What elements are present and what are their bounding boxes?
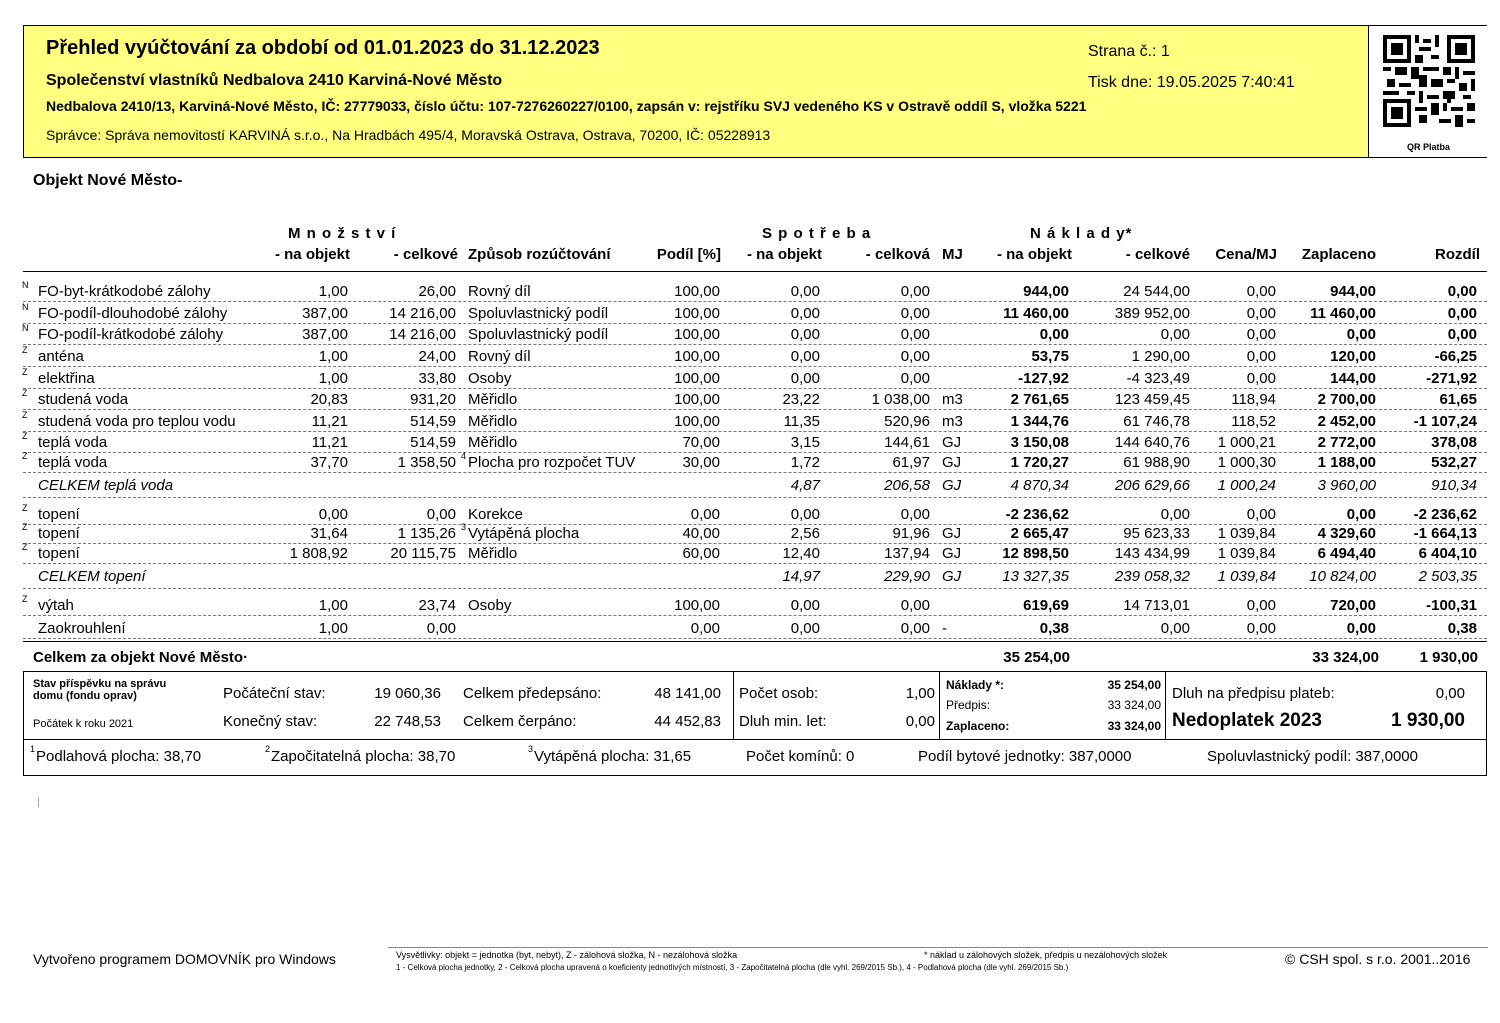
cell-cost-total: 0,00 [1160, 326, 1190, 343]
cell-share: 30,00 [682, 454, 720, 471]
prescribed-value: 48 141,00 [654, 685, 721, 702]
subtotal-paid: 10 824,00 [1309, 568, 1376, 585]
cell-cost-object: 1 720,27 [1010, 454, 1069, 471]
footer-program: Vytvořeno programem DOMOVNÍK pro Windows [33, 951, 336, 967]
summary-sep-3 [1165, 671, 1166, 739]
cell-unit: GJ [942, 434, 962, 451]
cell-method: Spoluvlastnický podíl [468, 326, 609, 343]
cell-share: 40,00 [682, 525, 720, 542]
cell-qty-total: 14 216,00 [389, 305, 456, 322]
report-title: Přehled vyúčtování za období od 01.01.2023 do 31.12.2023 [46, 37, 600, 59]
cell-cons-total: 1 038,00 [871, 391, 930, 408]
debt-payments-value: 0,00 [1435, 685, 1465, 702]
component-type-mark: N [22, 280, 29, 290]
row-separator [23, 452, 1487, 453]
cell-cost-object: 12 898,50 [1002, 545, 1069, 562]
cell-diff: 0,00 [1447, 305, 1477, 322]
cell-paid: 1 188,00 [1317, 454, 1376, 471]
address-line: Nedbalova 2410/13, Karviná-Nové Město, IČ: 27779033, číslo účtu: 107-7276260227/0100, zapsán v: rejstříku SVJ vedeného KS v Ostravě oddíl S, vložka 5221 [46, 98, 1087, 114]
cell-method: Spoluvlastnický podíl [468, 305, 609, 322]
cell-cost-total: 24 544,00 [1123, 283, 1190, 300]
drawn-label: Celkem čerpáno: [463, 713, 577, 730]
row-separator [23, 638, 1487, 639]
administrator: Správce: Správa nemovitostí KARVINÁ s.r.o., Na Hradbách 495/4, Moravská Ostrava, Ostrava, 70200, IČ: 05228913 [46, 127, 771, 143]
row-name: FO-byt-krátkodobé zálohy [38, 283, 211, 300]
cell-diff: -271,92 [1426, 370, 1477, 387]
component-type-mark: Z [22, 522, 28, 532]
cell-method: Osoby [468, 597, 512, 614]
cell-qty-total: 1 135,26 [397, 525, 456, 542]
cell-qty-total: 0,00 [426, 506, 456, 523]
col-share: Podíl [%] [656, 246, 721, 263]
cell-qty-total: 514,59 [410, 413, 456, 430]
footer-rule [388, 947, 1488, 948]
cell-share: 100,00 [674, 305, 720, 322]
row-name: FO-podíl-dlouhodobé zálohy [38, 305, 228, 322]
row-name: studená voda pro teplou vodu [38, 413, 236, 430]
underpayment-label: Nedoplatek 2023 [1172, 710, 1322, 731]
row-separator [23, 344, 1487, 345]
cell-qty-object: 1,00 [318, 370, 348, 387]
subtotal-cons-object: 4,87 [790, 477, 820, 494]
col-diff: Rozdíl [1435, 246, 1480, 263]
col-qty-object: - na objekt [274, 246, 350, 263]
cell-paid: 2 700,00 [1317, 391, 1376, 408]
cell-qty-total: 1 358,50 [397, 454, 456, 471]
component-type-mark: Z [22, 542, 28, 552]
area-note-mark: 3 [461, 522, 467, 532]
fund-label: Stav příspěvku na správu domu (fondu oprav) [33, 678, 167, 702]
header-rule [23, 271, 1487, 272]
cell-paid: 4 329,60 [1317, 525, 1376, 542]
cell-method: Měřidlo [468, 413, 518, 430]
footer-legend-1: Vysvětlivky: objekt = jednotka (byt, nebyt), Z - zálohová složka, N - nezálohová složka [396, 950, 738, 960]
cell-cost-total: 95 623,33 [1123, 525, 1190, 542]
cell-cost-total: 143 434,99 [1114, 545, 1190, 562]
subtotal-cost-object: 4 870,34 [1010, 477, 1069, 494]
cell-cons-total: 61,97 [892, 454, 930, 471]
page-number: Strana č.: 1 [1088, 43, 1170, 60]
cell-price-unit: 1 039,84 [1217, 545, 1276, 562]
cell-price-unit: 1 000,21 [1217, 434, 1276, 451]
cell-diff: -2 236,62 [1413, 506, 1477, 523]
cell-qty-object: 0,00 [318, 506, 348, 523]
cell-price-unit: 118,94 [1231, 391, 1276, 408]
cell-diff: 61,65 [1439, 391, 1477, 408]
cell-diff: -1 664,13 [1413, 525, 1477, 542]
row-separator [23, 301, 1487, 302]
cell-cons-object: 11,35 [783, 413, 820, 430]
cell-qty-total: 14 216,00 [389, 326, 456, 343]
cell-cons-object: 0,00 [790, 620, 820, 637]
cell-paid: 0,00 [1346, 506, 1376, 523]
group-separator [23, 588, 1487, 589]
col-price-unit: Cena/MJ [1215, 246, 1277, 263]
header-box [23, 25, 1487, 158]
cell-method: Vytápěná plocha [468, 525, 580, 542]
cell-price-unit: 0,00 [1246, 370, 1276, 387]
underpayment-value: 1 930,00 [1391, 710, 1465, 731]
subtotal-diff: 910,34 [1431, 477, 1477, 494]
footer-legend-star: * náklad u zálohových složek, předpis u nezálohových složek [924, 950, 1168, 960]
debt-value: 0,00 [905, 713, 935, 730]
cell-cost-object: 1 344,76 [1010, 413, 1069, 430]
cell-qty-total: 23,74 [418, 597, 456, 614]
cell-cost-object: 944,00 [1023, 283, 1069, 300]
fund-end-value: 22 748,53 [374, 713, 441, 730]
cell-qty-object: 11,21 [311, 434, 348, 451]
row-name: teplá voda [38, 454, 108, 471]
cell-share: 100,00 [674, 370, 720, 387]
paid-value: 33 324,00 [1107, 719, 1161, 733]
cell-cons-total: 144,61 [884, 434, 930, 451]
cell-diff: -1 107,24 [1413, 413, 1477, 430]
qr-payment[interactable] [1368, 26, 1488, 157]
cell-cons-total: 0,00 [900, 597, 930, 614]
cell-cons-total: 0,00 [900, 326, 930, 343]
cell-unit: GJ [942, 525, 962, 542]
cell-diff: 0,00 [1447, 326, 1477, 343]
summary-divider [23, 739, 1487, 740]
subtotal-price-unit: 1 039,84 [1217, 568, 1276, 585]
cell-unit: - [942, 620, 947, 637]
row-name: elektřina [38, 370, 95, 387]
heated-area-mark: 3 [528, 744, 534, 754]
col-cost-total: - celkové [1125, 246, 1190, 263]
cell-cost-total: -4 323,49 [1126, 370, 1190, 387]
cell-cons-object: 0,00 [790, 326, 820, 343]
component-type-mark: Z [22, 503, 28, 513]
cell-unit: GJ [942, 454, 962, 471]
cell-share: 100,00 [674, 326, 720, 343]
cell-paid: 0,00 [1346, 620, 1376, 637]
cell-cost-total: 61 988,90 [1123, 454, 1190, 471]
cell-cost-object: 2 665,47 [1010, 525, 1069, 542]
debt-label: Dluh min. let: [739, 713, 827, 730]
cell-paid: 11 460,00 [1310, 305, 1376, 322]
cell-method: Korekce [468, 506, 524, 523]
qr-code-icon [1383, 35, 1475, 127]
row-separator [23, 431, 1487, 432]
cell-method: Plocha pro rozpočet TUV [468, 454, 636, 471]
cell-unit: m3 [942, 413, 963, 430]
row-name: výtah [38, 597, 74, 614]
floor-area: Podlahová plocha: 38,70 [36, 748, 202, 765]
cell-cost-object: 53,75 [1031, 348, 1069, 365]
cell-qty-total: 514,59 [410, 434, 456, 451]
area-note-mark: 4 [461, 451, 467, 461]
stray-mark [38, 797, 39, 807]
cell-share: 100,00 [674, 348, 720, 365]
cell-qty-object: 31,64 [310, 525, 348, 542]
cell-cost-total: 0,00 [1160, 506, 1190, 523]
col-cons-object: - na objekt [746, 246, 822, 263]
cell-method: Rovný díl [468, 348, 531, 365]
grand-total-cost: 35 254,00 [1003, 649, 1070, 666]
cell-method: Měřidlo [468, 434, 518, 451]
cell-share: 0,00 [690, 506, 720, 523]
row-separator [23, 323, 1487, 324]
cell-cost-total: 144 640,76 [1114, 434, 1190, 451]
summary-sep-1 [733, 671, 734, 739]
cell-cons-object: 12,40 [782, 545, 820, 562]
paid-label: Zaplaceno: [946, 719, 1010, 733]
grand-total-label: Celkem za objekt Nové Město· [33, 649, 249, 666]
component-type-mark: Z [22, 594, 28, 604]
cell-price-unit: 0,00 [1246, 305, 1276, 322]
prescription-value: 33 324,00 [1107, 698, 1161, 712]
subtotal-unit: GJ [942, 568, 962, 585]
row-name: Zaokrouhlení [38, 620, 126, 637]
row-separator [23, 388, 1487, 389]
cell-cost-object: 0,00 [1039, 326, 1069, 343]
cell-price-unit: 118,52 [1231, 413, 1276, 430]
row-name: teplá voda [38, 434, 108, 451]
row-name: topení [38, 506, 80, 523]
cell-qty-object: 1,00 [318, 348, 348, 365]
cell-cons-object: 0,00 [790, 370, 820, 387]
cell-qty-total: 20 115,75 [390, 545, 456, 562]
row-separator [23, 615, 1487, 616]
component-type-mark: Z [22, 345, 28, 355]
cell-cost-object: 2 761,65 [1010, 391, 1069, 408]
cell-qty-object: 11,21 [311, 413, 348, 430]
row-name: studená voda [38, 391, 129, 408]
cell-method: Rovný díl [468, 283, 531, 300]
subtotal-price-unit: 1 000,24 [1217, 477, 1276, 494]
component-type-mark: N [22, 323, 29, 333]
heated-area: Vytápěná plocha: 31,65 [534, 748, 692, 765]
cell-method: Měřidlo [468, 545, 518, 562]
subtotal-name: CELKEM teplá voda [38, 477, 174, 494]
footer-copyright: © CSH spol. s r.o. 2001..2016 [1285, 951, 1471, 967]
cell-cons-object: 23,22 [782, 391, 820, 408]
countable-area-mark: 2 [265, 744, 271, 754]
col-cons-total: - celková [865, 246, 930, 263]
cell-cost-total: 389 952,00 [1114, 305, 1190, 322]
cell-price-unit: 0,00 [1246, 283, 1276, 300]
cell-price-unit: 0,00 [1246, 506, 1276, 523]
fund-start-label: Počáteční stav: [223, 685, 326, 702]
cell-share: 70,00 [682, 434, 720, 451]
cell-cost-object: -2 236,62 [1005, 506, 1069, 523]
cell-share: 60,00 [682, 545, 720, 562]
group-separator [23, 497, 1487, 498]
cell-cons-total: 137,94 [884, 545, 930, 562]
component-type-mark: Z [22, 367, 28, 377]
cell-unit: GJ [942, 545, 962, 562]
cell-cons-total: 520,96 [884, 413, 930, 430]
col-cost-object: - na objekt [996, 246, 1072, 263]
cell-cost-total: 14 713,01 [1123, 597, 1190, 614]
subtotal-cost-total: 206 629,66 [1114, 477, 1190, 494]
cell-cost-object: 0,38 [1039, 620, 1069, 637]
cell-cost-total: 1 290,00 [1131, 348, 1190, 365]
subtotal-unit: GJ [942, 477, 962, 494]
debt-payments-label: Dluh na předpisu plateb: [1172, 685, 1335, 702]
cell-cons-total: 0,00 [900, 305, 930, 322]
grand-total-paid: 33 324,00 [1312, 649, 1379, 666]
costs-label: Náklady *: [946, 678, 1005, 692]
cell-cons-object: 3,15 [790, 434, 820, 451]
cell-qty-object: 387,00 [302, 305, 348, 322]
cell-cost-total: 61 746,78 [1123, 413, 1190, 430]
component-type-mark: Z [22, 410, 28, 420]
row-name: topení [38, 545, 80, 562]
cell-share: 100,00 [674, 597, 720, 614]
cell-qty-object: 1,00 [318, 283, 348, 300]
row-name: topení [38, 525, 80, 542]
cell-paid: 6 494,40 [1317, 545, 1376, 562]
floor-area-mark: 1 [30, 744, 36, 754]
cell-cons-object: 2,56 [790, 525, 820, 542]
cell-price-unit: 0,00 [1246, 597, 1276, 614]
object-title: Objekt Nové Město- [33, 172, 183, 189]
cell-diff: 0,00 [1447, 283, 1477, 300]
group-consumption: S p o t ř e b a [762, 225, 872, 242]
col-paid: Zaplaceno [1301, 246, 1376, 263]
component-type-mark: Z [22, 431, 28, 441]
cell-unit: m3 [942, 391, 963, 408]
qr-label: QR Platba [1406, 142, 1450, 152]
cell-share: 100,00 [674, 413, 720, 430]
subtotal-cost-total: 239 058,32 [1114, 568, 1190, 585]
cell-price-unit: 1 039,84 [1217, 525, 1276, 542]
subtotal-name: CELKEM topení [38, 568, 146, 585]
subtotal-cost-object: 13 327,35 [1002, 568, 1069, 585]
cell-cons-object: 0,00 [790, 305, 820, 322]
cell-cons-total: 91,96 [892, 525, 930, 542]
cell-qty-object: 1 808,92 [289, 545, 348, 562]
cell-price-unit: 0,00 [1246, 326, 1276, 343]
col-unit: MJ [942, 246, 963, 263]
cell-qty-object: 1,00 [318, 620, 348, 637]
cell-qty-total: 931,20 [410, 391, 456, 408]
cell-method: Měřidlo [468, 391, 518, 408]
costs-value: 35 254,00 [1107, 678, 1161, 692]
col-method: Způsob rozúčtování [468, 246, 611, 263]
subtotal-diff: 2 503,35 [1418, 568, 1477, 585]
subtotal-cons-object: 14,97 [782, 568, 820, 585]
unit-share: Podíl bytové jednotky: 387,0000 [918, 748, 1132, 765]
cell-diff: -66,25 [1434, 348, 1477, 365]
cell-paid: 144,00 [1330, 370, 1376, 387]
cell-qty-object: 1,00 [318, 597, 348, 614]
cell-paid: 2 452,00 [1317, 413, 1376, 430]
cell-share: 0,00 [690, 620, 720, 637]
cell-paid: 2 772,00 [1317, 434, 1376, 451]
group-quantity: M n o ž s t v í [288, 225, 397, 242]
cell-cost-object: 3 150,08 [1010, 434, 1069, 451]
fund-start-value: 19 060,36 [374, 685, 441, 702]
persons-value: 1,00 [905, 685, 935, 702]
cell-cons-object: 0,00 [790, 348, 820, 365]
cell-qty-total: 0,00 [426, 620, 456, 637]
row-separator [23, 563, 1487, 564]
cell-paid: 720,00 [1330, 597, 1376, 614]
grand-total-diff: 1 930,00 [1419, 649, 1478, 666]
fund-end-label: Konečný stav: [223, 713, 318, 730]
subtotal-cons-total: 229,90 [884, 568, 930, 585]
cell-diff: 378,08 [1431, 434, 1477, 451]
cell-price-unit: 0,00 [1246, 620, 1276, 637]
cell-cons-total: 0,00 [900, 283, 930, 300]
svj-name: Společenství vlastníků Nedbalova 2410 Karviná-Nové Město [46, 72, 503, 89]
cell-paid: 944,00 [1330, 283, 1376, 300]
summary-sep-2 [939, 671, 940, 739]
cell-qty-total: 24,00 [418, 348, 456, 365]
cell-diff: 0,38 [1447, 620, 1477, 637]
component-type-mark: Z [22, 388, 28, 398]
countable-area: Započitatelná plocha: 38,70 [271, 748, 456, 765]
cell-cons-total: 0,00 [900, 370, 930, 387]
cell-cons-object: 1,72 [790, 454, 820, 471]
cell-qty-object: 387,00 [302, 326, 348, 343]
col-qty-total: - celkové [393, 246, 458, 263]
cell-cost-object: 619,69 [1023, 597, 1069, 614]
row-name: FO-podíl-krátkodobé zálohy [38, 326, 224, 343]
cell-cost-total: 0,00 [1160, 620, 1190, 637]
cell-cons-object: 0,00 [790, 597, 820, 614]
subtotal-paid: 3 960,00 [1317, 477, 1376, 494]
row-separator [23, 543, 1487, 544]
row-separator [23, 472, 1487, 473]
cell-qty-object: 20,83 [310, 391, 348, 408]
cell-qty-object: 37,70 [310, 454, 348, 471]
persons-label: Počet osob: [739, 685, 819, 702]
cell-cons-total: 0,00 [900, 348, 930, 365]
cell-cons-total: 0,00 [900, 506, 930, 523]
cell-paid: 120,00 [1330, 348, 1376, 365]
coowner-share: Spoluvlastnický podíl: 387,0000 [1207, 748, 1418, 765]
cell-method: Osoby [468, 370, 512, 387]
cell-diff: 6 404,10 [1418, 545, 1477, 562]
grand-total-rule-top [23, 641, 1487, 642]
footer-legend-2: 1 - Celková plocha jednotky, 2 - Celková plocha upravená o koeficienty jednotlivých místností, 3 - Započitatelná plocha (dle vyhl. 269/2015 Sb.), 4 - Podlahová plocha (dle vyhl. 269/2015 Sb.) [396, 963, 1069, 972]
subtotal-cons-total: 206,58 [884, 477, 930, 494]
cell-cons-object: 0,00 [790, 506, 820, 523]
cell-share: 100,00 [674, 283, 720, 300]
prescribed-label: Celkem předepsáno: [463, 685, 602, 702]
group-costs: N á k l a d y* [1030, 225, 1133, 242]
cell-price-unit: 1 000,30 [1217, 454, 1276, 471]
prescription-label: Předpis: [946, 698, 991, 712]
component-type-mark: Z [22, 451, 28, 461]
cell-cost-object: 11 460,00 [1003, 305, 1069, 322]
cell-share: 100,00 [674, 391, 720, 408]
fund-start-year: Počátek k roku 2021 [33, 718, 134, 730]
row-name: anténa [38, 348, 84, 365]
cell-diff: -100,31 [1426, 597, 1477, 614]
cell-diff: 532,27 [1431, 454, 1477, 471]
cell-cons-object: 0,00 [790, 283, 820, 300]
row-separator [23, 366, 1487, 367]
cell-cons-total: 0,00 [900, 620, 930, 637]
chimney-count: Počet komínů: 0 [746, 748, 855, 765]
cell-qty-total: 33,80 [418, 370, 456, 387]
cell-cost-object: -127,92 [1018, 370, 1069, 387]
component-type-mark: N [22, 302, 29, 312]
cell-paid: 0,00 [1346, 326, 1376, 343]
cell-price-unit: 0,00 [1246, 348, 1276, 365]
row-separator [23, 409, 1487, 410]
print-date: Tisk dne: 19.05.2025 7:40:41 [1088, 74, 1295, 91]
cell-cost-total: 123 459,45 [1114, 391, 1190, 408]
drawn-value: 44 452,83 [654, 713, 721, 730]
cell-qty-total: 26,00 [418, 283, 456, 300]
